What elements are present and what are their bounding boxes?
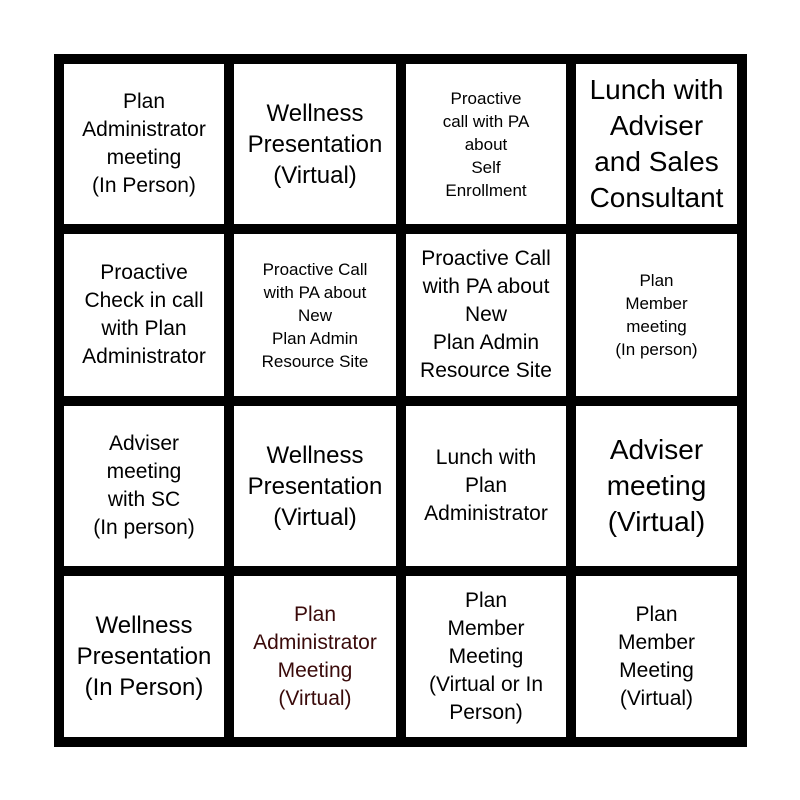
cell-label: Proactive Call with PA about New Plan Admin Resource Site (261, 259, 369, 371)
bingo-cell-r4-c4[interactable] (576, 576, 737, 737)
cell-label: Lunch with Adviser and Sales Consultant (589, 74, 724, 213)
bingo-cell-r2-c4[interactable] (576, 234, 737, 396)
cell-label: Plan Member Meeting (Virtual or In Person) (429, 588, 543, 724)
cell-label: Plan Administrator Meeting (Virtual) (253, 602, 377, 710)
bingo-cell-r1-c4[interactable] (576, 64, 737, 224)
bingo-cell-r2-c3[interactable] (406, 234, 566, 396)
bingo-cell-r4-c3[interactable] (406, 576, 566, 737)
cell-label: Plan Member Meeting (Virtual) (617, 602, 696, 710)
bingo-cell-r3-c2[interactable] (234, 406, 396, 566)
bingo-cell-r2-c2[interactable] (234, 234, 396, 396)
bingo-cell-r4-c2[interactable] (234, 576, 396, 737)
cell-label: Proactive Check in call with Plan Administrator (82, 261, 206, 368)
cell-label: Plan Administrator meeting (In Person) (82, 90, 206, 197)
bingo-cell-r1-c1[interactable] (64, 64, 224, 224)
cell-label: Plan Member meeting (In person) (615, 271, 698, 359)
cell-label: Lunch with Plan Administrator (424, 446, 548, 525)
cell-label: Adviser meeting with SC (In person) (93, 432, 195, 539)
cell-label: Adviser meeting (Virtual) (606, 434, 707, 537)
cell-label: Wellness Presentation (Virtual) (247, 99, 383, 189)
cell-label: Wellness Presentation (Virtual) (247, 441, 383, 531)
bingo-cell-r1-c3[interactable] (406, 64, 566, 224)
bingo-cell-r3-c1[interactable] (64, 406, 224, 566)
bingo-cell-r4-c1[interactable] (64, 576, 224, 737)
bingo-board (54, 54, 747, 747)
cell-label: Proactive Call with PA about New Plan Admin Resource Site (420, 247, 552, 382)
cell-label: Wellness Presentation (In Person) (76, 612, 212, 701)
bingo-cell-r1-c2[interactable] (234, 64, 396, 224)
bingo-cell-r3-c4[interactable] (576, 406, 737, 566)
bingo-cell-r3-c3[interactable] (406, 406, 566, 566)
cell-label: Proactive call with PA about Self Enrollment (442, 88, 530, 200)
bingo-cell-r2-c1[interactable] (64, 234, 224, 396)
